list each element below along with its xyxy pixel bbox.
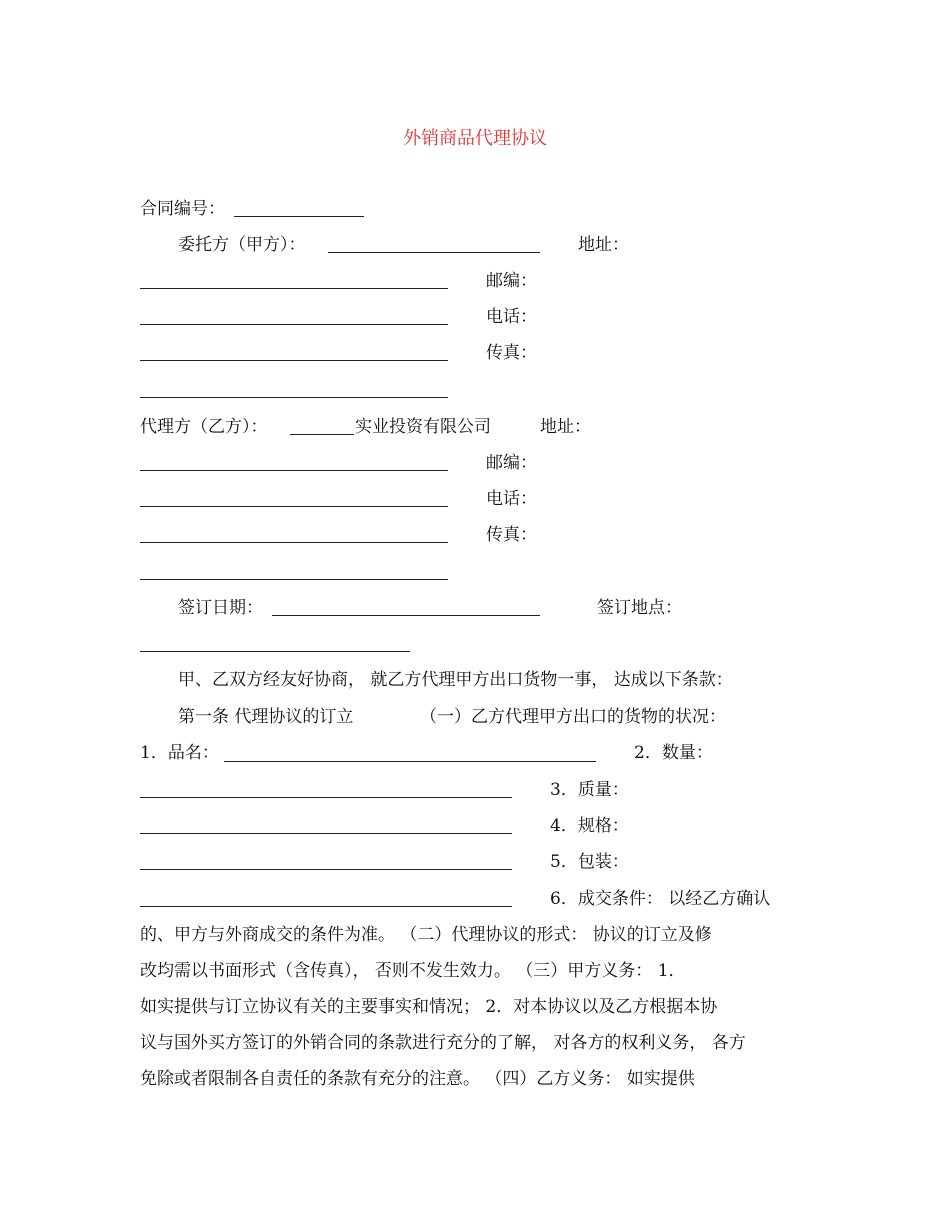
paragraph-line: 议与国外买方签订的外销合同的条款进行充分的了解， 对各方的权利义务， 各方 <box>140 1033 746 1053</box>
article1-subheading: （一）乙方代理甲方出口的货物的状况： <box>420 707 726 727</box>
party-b-label: 代理方（乙方）： <box>140 417 268 437</box>
party-b-address-label: 地址： <box>540 417 591 437</box>
quantity-blank[interactable] <box>140 797 512 798</box>
spec-blank[interactable] <box>140 869 512 870</box>
party-a-phone-label: 电话： <box>486 307 537 327</box>
party-b-fax-label: 传真： <box>486 525 537 545</box>
item-packaging-label: 5．包装： <box>550 852 629 872</box>
item-quality-label: 3．质量： <box>550 780 629 800</box>
quality-blank[interactable] <box>140 833 512 834</box>
party-b-postcode-label: 邮编： <box>486 453 537 473</box>
item-deal-terms-label: 6．成交条件： 以经乙方确认 <box>550 889 771 909</box>
paragraph-line: 免除或者限制各自责任的条款有充分的注意。 （四）乙方义务： 如实提供 <box>140 1069 695 1089</box>
sign-date-label: 签订日期： <box>178 598 263 618</box>
contract-no-label: 合同编号： <box>140 199 225 219</box>
paragraph-line: 如实提供与订立协议有关的主要事实和情况； 2．对本协议以及乙方根据本协 <box>140 997 718 1017</box>
article1-heading: 第一条 代理协议的订立 <box>178 707 354 727</box>
party-a-address-label: 地址： <box>578 235 629 255</box>
sign-place-blank[interactable] <box>140 651 410 652</box>
party-a-postcode-label: 邮编： <box>486 271 537 291</box>
product-name-blank[interactable] <box>224 761 596 762</box>
paragraph-line: 改均需以书面形式（含传真）， 否则不发生效力。 （三）甲方义务： 1． <box>140 961 686 981</box>
party-b-postcode-blank[interactable] <box>140 506 448 507</box>
paragraph-line: 的、甲方与外商成交的条件为准。 （二）代理协议的形式： 协议的订立及修 <box>140 925 712 945</box>
party-a-postcode-blank[interactable] <box>140 324 448 325</box>
party-a-blank[interactable] <box>328 252 540 253</box>
party-b-address-blank[interactable] <box>140 470 448 471</box>
packaging-blank[interactable] <box>140 906 512 907</box>
party-a-fax-label: 传真： <box>486 343 537 363</box>
item-spec-label: 4．规格： <box>550 816 629 836</box>
party-a-label: 委托方（甲方）： <box>178 235 306 255</box>
party-b-name-blank[interactable] <box>290 434 354 435</box>
contract-no-blank[interactable] <box>234 216 364 217</box>
party-b-phone-blank[interactable] <box>140 542 448 543</box>
party-b-company: 实业投资有限公司 <box>355 417 491 437</box>
party-b-fax-blank[interactable] <box>140 579 448 580</box>
party-b-phone-label: 电话： <box>486 489 537 509</box>
intro-paragraph: 甲、乙双方经友好协商， 就乙方代理甲方出口货物一事， 达成以下条款： <box>178 670 733 690</box>
party-a-phone-blank[interactable] <box>140 360 448 361</box>
item-quantity-label: 2．数量： <box>634 743 713 763</box>
item-product-name-label: 1．品名： <box>140 743 219 763</box>
party-a-fax-blank[interactable] <box>140 397 448 398</box>
document-title: 外销商品代理协议 <box>403 128 547 149</box>
party-a-address-blank[interactable] <box>140 288 448 289</box>
sign-date-blank[interactable] <box>272 615 540 616</box>
sign-place-label: 签订地点： <box>597 598 682 618</box>
